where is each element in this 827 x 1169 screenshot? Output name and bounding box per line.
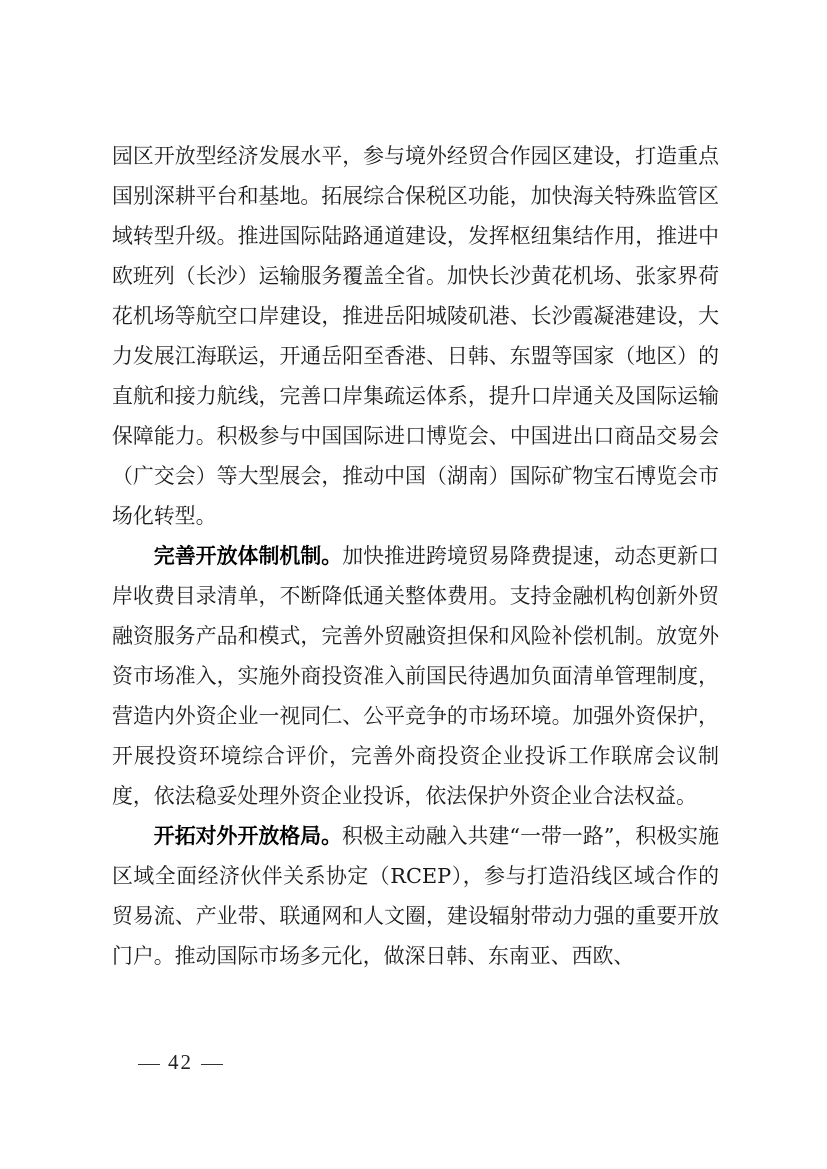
dash-right	[201, 1064, 223, 1065]
page-footer	[130, 1050, 231, 1075]
paragraph-lead-heading: 完善开放体制机制。	[153, 543, 343, 568]
document-body	[112, 136, 719, 976]
paragraph-lead-heading: 开拓对外开放格局。	[153, 823, 343, 848]
paragraph-text: 加快推进跨境贸易降费提速，动态更新口岸收费目录清单，不断降低通关整体费用。支持金融机构创新外贸融资服务产品和模式，完善外贸融资担保和风险补偿机制。放宽外资市场准入，实施外商投资准入前国民待遇加负面清单管理制度，营造内外资企业一视同仁、公平竞争的市场环境。加强外资保护，开展投资环境综合评价，完善外商投资企业投诉工作联席会议制度，依法稳妥处理外资企业投诉，依法保护外资企业合法权益。	[112, 544, 719, 808]
paragraph-text: 园区开放型经济发展水平，参与境外经贸合作园区建设，打造重点国别深耕平台和基地。拓展综合保税区功能，加快海关特殊监管区域转型升级。推进国际陆路通道建设，发挥枢纽集结作用，推进中欧班列（长沙）运输服务覆盖全省。加快长沙黄花机场、张家界荷花机场等航空口岸建设，推进岳阳城陵矶港、长沙霞凝港建设，大力发展江海联运，开通岳阳至香港、日韩、东盟等国家（地区）的直航和接力航线，完善口岸集疏运体系，提升口岸通关及国际运输保障能力。积极参与中国国际进口博览会、中国进出口商品交易会（广交会）等大型展会，推动中国（湖南）国际矿物宝石博览会市场化转型。	[112, 144, 719, 528]
page-number: 42	[168, 1050, 193, 1074]
paragraph-text: 积极主动融入共建“一带一路”，积极实施区域全面经济伙伴关系协定（RCEP），参与打造沿线区域合作的贸易流、产业带、联通网和人文圈，建设辐射带动力强的重要开放门户。推动国际市场多元化，做深日韩、东南亚、西欧、	[112, 824, 719, 968]
dash-left	[138, 1064, 160, 1065]
paragraph-open-system	[112, 536, 719, 816]
paragraph-continuation	[112, 136, 719, 536]
paragraph-open-pattern	[112, 816, 719, 976]
